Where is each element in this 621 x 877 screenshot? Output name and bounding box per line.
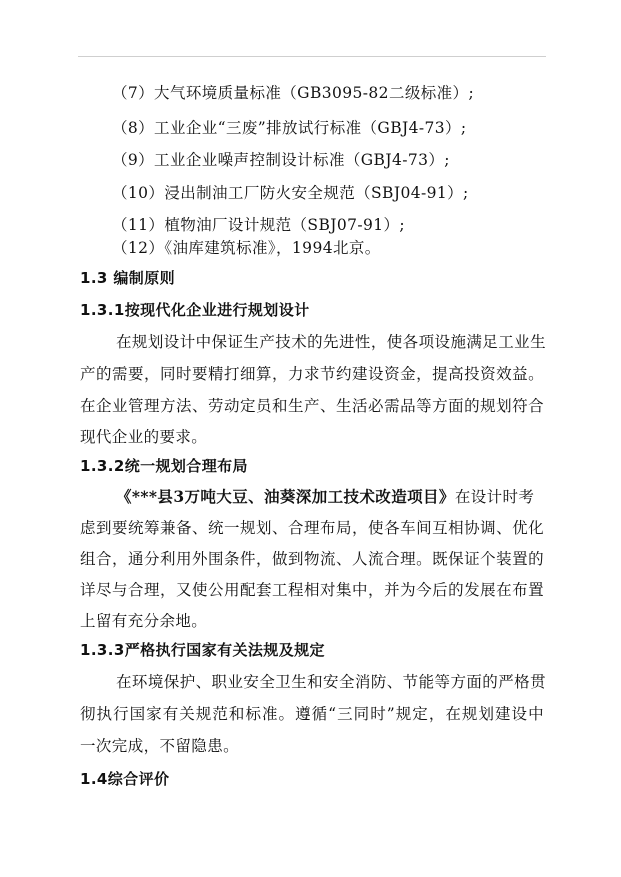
- header-rule: [78, 56, 546, 57]
- standard-item-10: （10）浸出制油工厂防火安全规范（SBJ04-91）;: [112, 184, 469, 202]
- section-1-3-3-line-1: 在环境保护、职业安全卫生和安全消防、节能等方面的严格贯: [116, 673, 546, 691]
- standard-item-9: （9）工业企业噪声控制设计标准（GBJ4-73）;: [112, 151, 450, 169]
- standard-item-7: （7）大气环境质量标准（GB3095-82二级标准）;: [112, 84, 475, 102]
- section-1-3-2-line-4: 详尽与合理，又使公用配套工程相对集中，并为今后的发展在布置: [80, 581, 544, 599]
- section-1-3-2-line-1: [116, 487, 546, 507]
- section-1-3-heading: 1.3 编制原则: [80, 269, 175, 287]
- section-1-3-2-line-1-rest: 在设计时考: [454, 488, 535, 506]
- section-1-3-1-line-1: 在规划设计中保证生产技术的先进性，使各项设施满足工业生: [116, 333, 546, 351]
- section-1-3-1-line-2: 产的需要，同时要精打细算，力求节约建设资金，提高投资效益。: [80, 365, 544, 383]
- section-1-3-1-heading: 1.3.1按现代化企业进行规划设计: [80, 301, 310, 319]
- standard-item-8: （8）工业企业“三废”排放试行标准（GBJ4-73）;: [112, 119, 467, 137]
- section-1-3-1-line-4: 现代企业的要求。: [80, 428, 208, 446]
- section-1-3-2-line-2: 虑到要统筹兼备、统一规划、合理布局，使各车间互相协调、优化: [80, 519, 544, 537]
- section-1-3-2-heading: 1.3.2统一规划合理布局: [80, 457, 248, 475]
- section-1-3-1-line-3: 在企业管理方法、劳动定员和生产、生活必需品等方面的规划符合: [80, 397, 544, 415]
- section-1-3-2-line-5: 上留有充分余地。: [80, 612, 208, 630]
- section-1-3-2-line-3: 组合，通分利用外围条件，做到物流、人流合理。既保证个装置的: [80, 550, 544, 568]
- standard-item-12: （12）《油库建筑标准》，1994北京。: [112, 239, 381, 257]
- section-1-3-3-heading: 1.3.3严格执行国家有关法规及规定: [80, 641, 325, 659]
- section-1-3-3-line-3: 一次完成，不留隐患。: [80, 737, 240, 755]
- standard-item-11: （11）植物油厂设计规范（SBJ07-91）;: [112, 216, 406, 234]
- project-name: 《***县3万吨大豆、油葵深加工技术改造项目》: [116, 487, 455, 506]
- section-1-4-heading: 1.4综合评价: [80, 770, 170, 788]
- section-1-3-3-line-2: 彻执行国家有关规范和标准。遵循“三同时”规定，在规划建设中: [80, 705, 544, 723]
